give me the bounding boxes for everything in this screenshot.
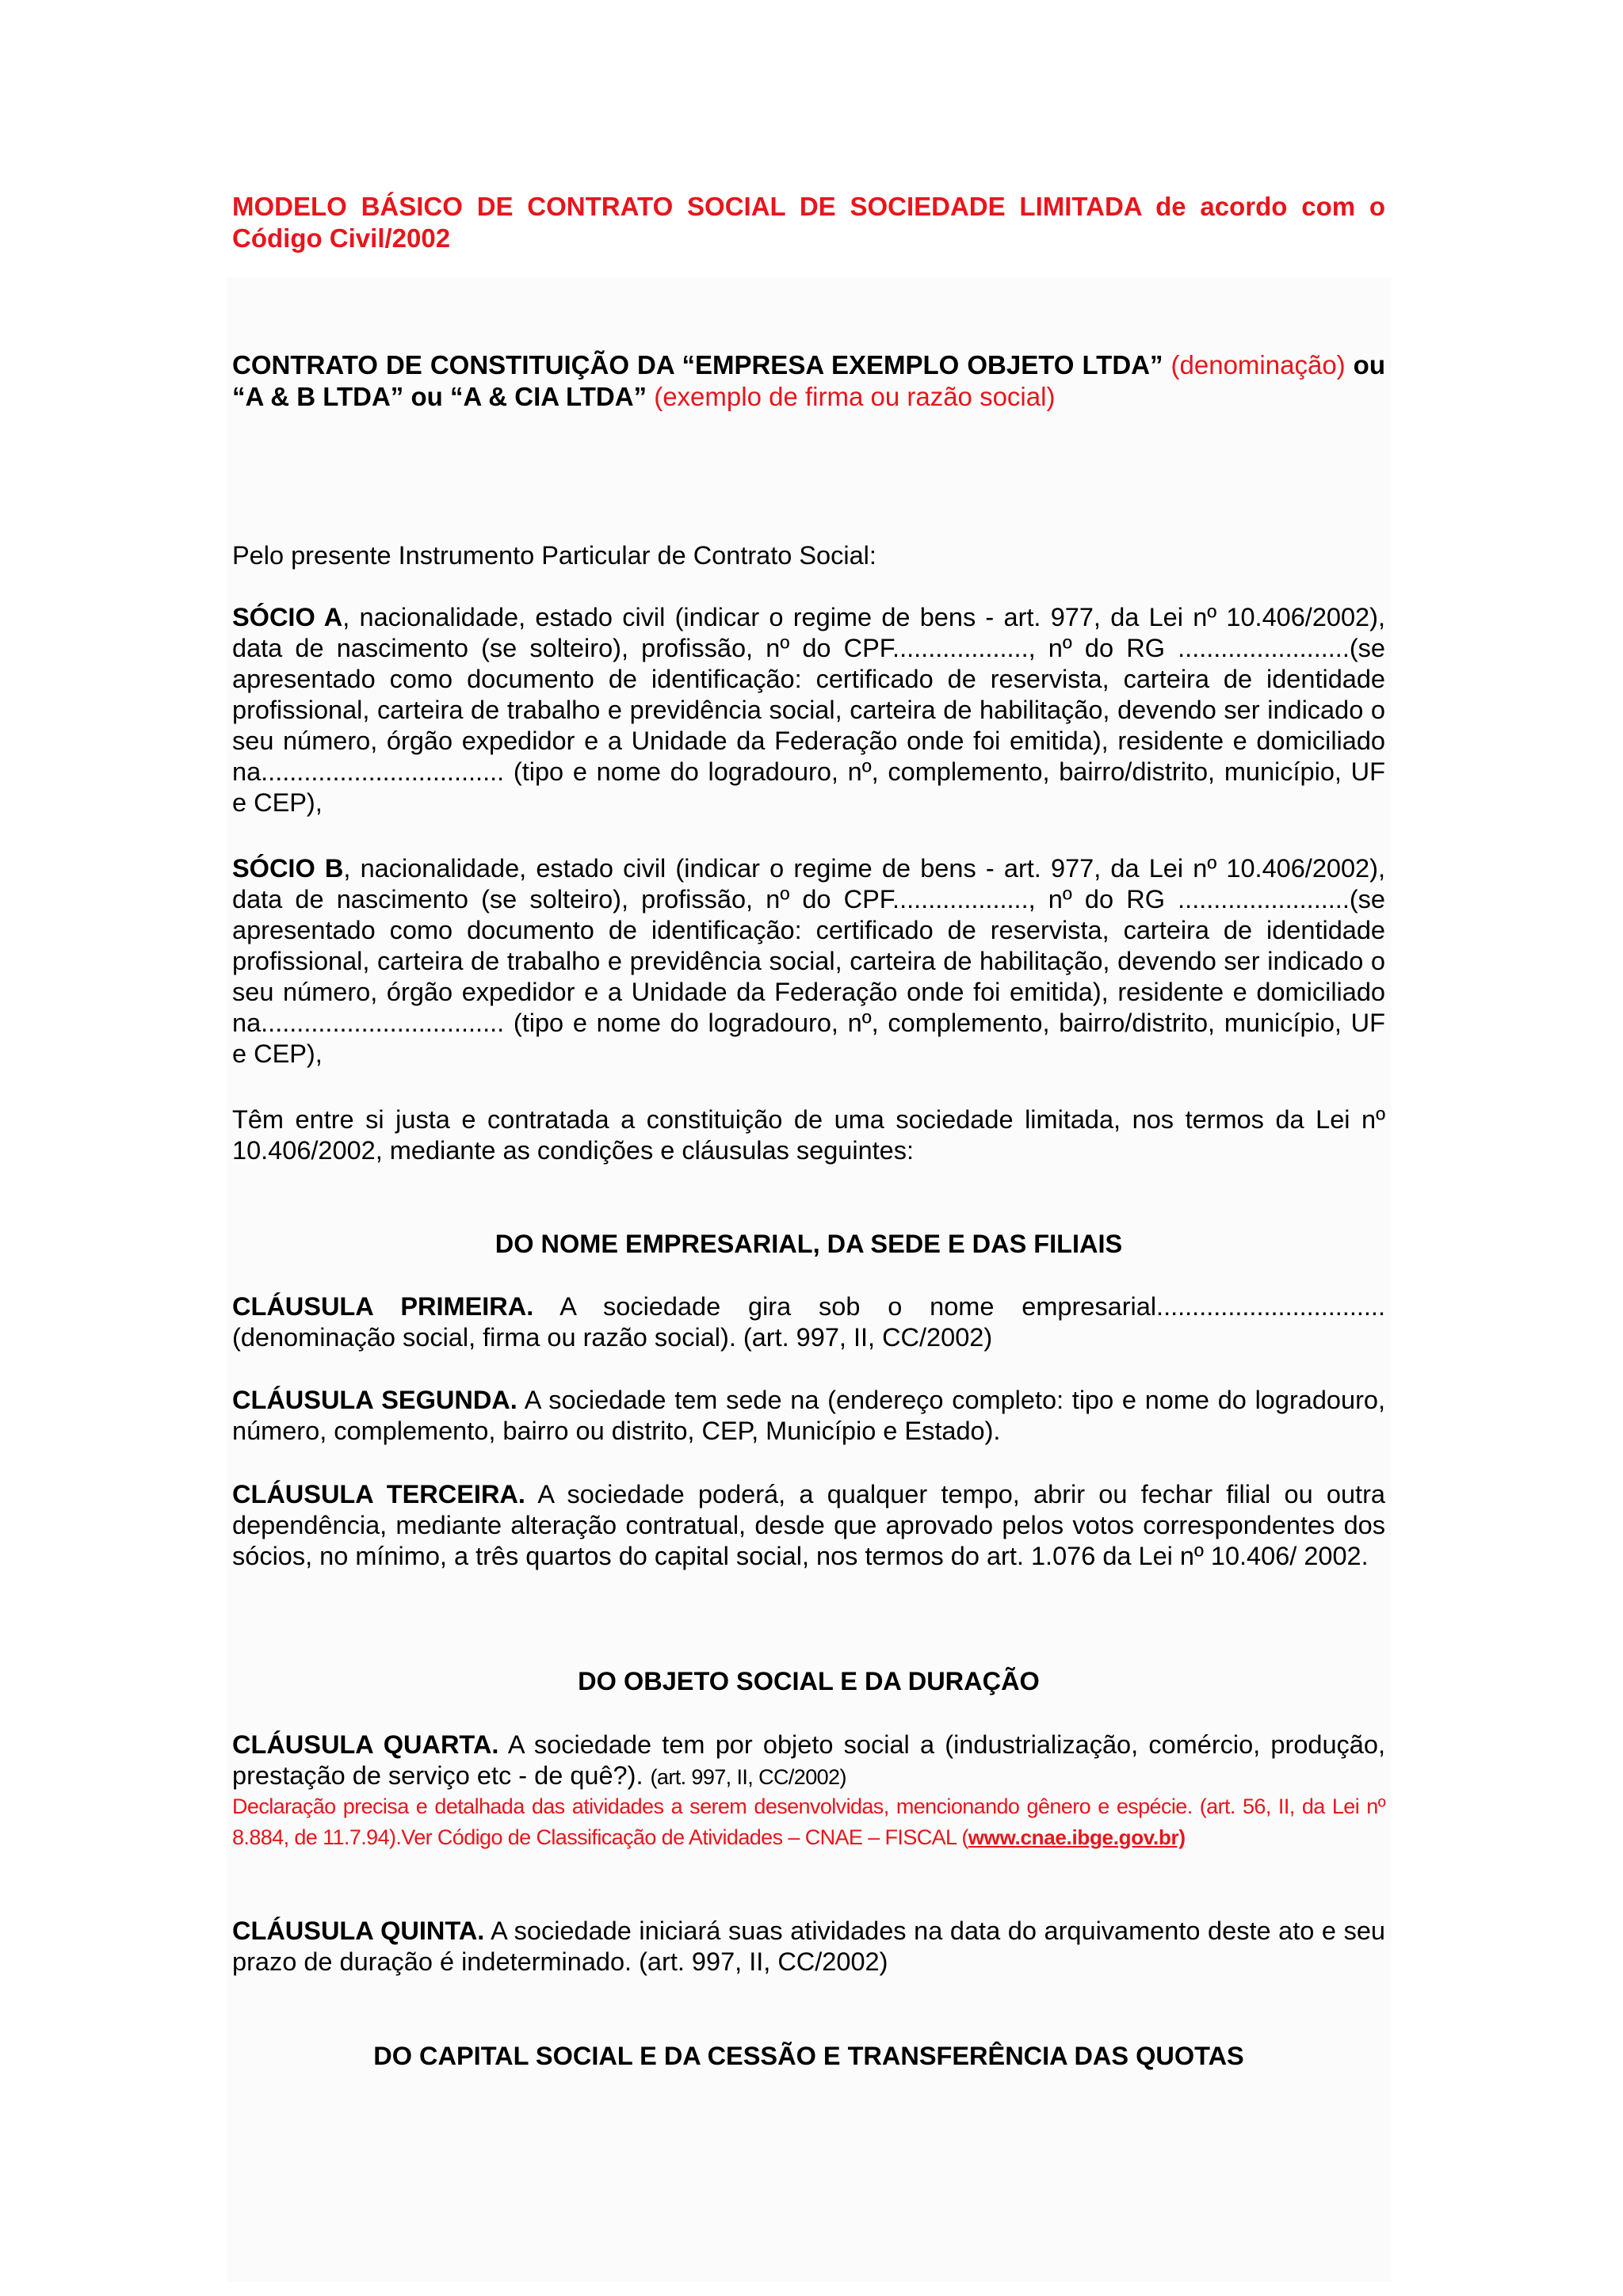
contract-title-note-denominacao: (denominação) [1170, 350, 1346, 379]
clause-quinta-text: A sociedade iniciará suas atividades na data do arquivamento deste ato e seu prazo de duração é indeterminado. (art. 997, II, CC/2002) [232, 1917, 1386, 1976]
clause-terceira-label: CLÁUSULA TERCEIRA. [232, 1480, 525, 1508]
clause-quarta-ref: (art. 997, II, CC/2002) [650, 1765, 846, 1789]
clause-primeira-label: CLÁUSULA PRIMEIRA. [232, 1292, 534, 1321]
socio-a-label: SÓCIO A [232, 603, 343, 631]
contract-title [232, 349, 1385, 413]
intro-paragraph: Pelo presente Instrumento Particular de Contrato Social: [232, 541, 876, 570]
clause-primeira [232, 1291, 1385, 1353]
clause-segunda-text: A sociedade tem sede na (endereço completo: tipo e nome do logradouro, número, complemento, bairro ou distrito, CEP, Município e Estado). [232, 1386, 1385, 1445]
cnae-link[interactable]: www.cnae.ibge.gov.br) [968, 1825, 1186, 1849]
preamble-paragraph: Têm entre si justa e contratada a constituição de uma sociedade limitada, nos termos da Lei nº 10.406/2002, mediante as condições e cláusulas seguintes: [232, 1105, 1385, 1165]
clause-terceira-text: A sociedade poderá, a qualquer tempo, abrir ou fechar filial ou outra dependência, mediante alteração contratual, desde que aprovado pelos votos correspondentes dos sócios, no mínimo, a três quartos do capital social, nos termos do art. 1.076 da Lei nº 10.406/ 2002. [232, 1480, 1385, 1570]
clause-quarta-text: A sociedade tem por objeto social a (industrialização, comércio, produção, prestação de serviço etc - de quê?). [232, 1730, 1385, 1790]
clause-segunda [232, 1385, 1385, 1447]
section-heading-nome: DO NOME EMPRESARIAL, DA SEDE E DAS FILIAIS [495, 1230, 1123, 1258]
section-heading-objeto: DO OBJETO SOCIAL E DA DURAÇÃO [578, 1667, 1040, 1695]
socio-b-text: , nacionalidade, estado civil (indicar o regime de bens - art. 977, da Lei nº 10.406/2002), data de nascimento (se solteiro), profissão, nº do CPF..................., nº do RG ........................(se apresentado como documento de identificação: certificado de reservista, carteira de identidade profissional, carteira de trabalho e previdência social, carteira de habilitação, devendo ser indicado o seu número, órgão expedidor e a Unidade da Federação onde foi emitida), residente e domiciliado na.................................. (tipo e nome do logradouro, nº, complemento, bairro/distrito, município, UF e CEP), [232, 854, 1385, 1068]
contract-title-main: CONTRATO DE CONSTITUIÇÃO DA “EMPRESA EXEMPLO OBJETO LTDA” [232, 350, 1163, 379]
socio-a-text: , nacionalidade, estado civil (indicar o regime de bens - art. 977, da Lei nº 10.406/2002), data de nascimento (se solteiro), profissão, nº do CPF..................., nº do RG ........................(se apresentado como documento de identificação: certificado de reservista, carteira de identidade profissional, carteira de trabalho e previdência social, carteira de habilitação, devendo ser indicado o seu número, órgão expedidor e a Unidade da Federação onde foi emitida), residente e domiciliado na.................................. (tipo e nome do logradouro, nº, complemento, bairro/distrito, município, UF e CEP), [232, 603, 1385, 817]
clause-quinta-label: CLÁUSULA QUINTA. [232, 1917, 485, 1945]
contract-title-note-firma: (exemplo de firma ou razão social) [654, 382, 1056, 411]
document-heading: MODELO BÁSICO DE CONTRATO SOCIAL DE SOCIEDADE LIMITADA de acordo com o Código Civil/2002 [232, 192, 1385, 253]
section-heading-capital: DO CAPITAL SOCIAL E DA CESSÃO E TRANSFERÊNCIA DAS QUOTAS [373, 2042, 1244, 2070]
contract-title-alternatives: ou “A & B LTDA” ou “A & CIA LTDA” [232, 350, 1385, 411]
clause-quarta-label: CLÁUSULA QUARTA. [232, 1730, 499, 1759]
socio-b-label: SÓCIO B [232, 854, 344, 883]
clause-quarta [232, 1730, 1385, 1793]
clause-primeira-text: A sociedade gira sob o nome empresarial................................ (denominação social, firma ou razão social). (art. 997, II, CC/2002) [232, 1292, 1385, 1352]
page-shade [227, 277, 1392, 2282]
clause-quarta-note-text: Declaração precisa e detalhada das atividades a serem desenvolvidas, mencionando gênero e espécie. (art. 56, II, da Lei nº 8.884, de 11.7.94).Ver Código de Classificação de Atividades – CNAE – FISCAL ( [232, 1794, 1385, 1849]
clause-terceira [232, 1479, 1385, 1572]
clause-quarta-note [232, 1791, 1385, 1853]
socio-a-paragraph [232, 602, 1385, 818]
socio-b-paragraph [232, 853, 1385, 1070]
clause-segunda-label: CLÁUSULA SEGUNDA. [232, 1386, 517, 1414]
clause-quinta [232, 1916, 1385, 1978]
